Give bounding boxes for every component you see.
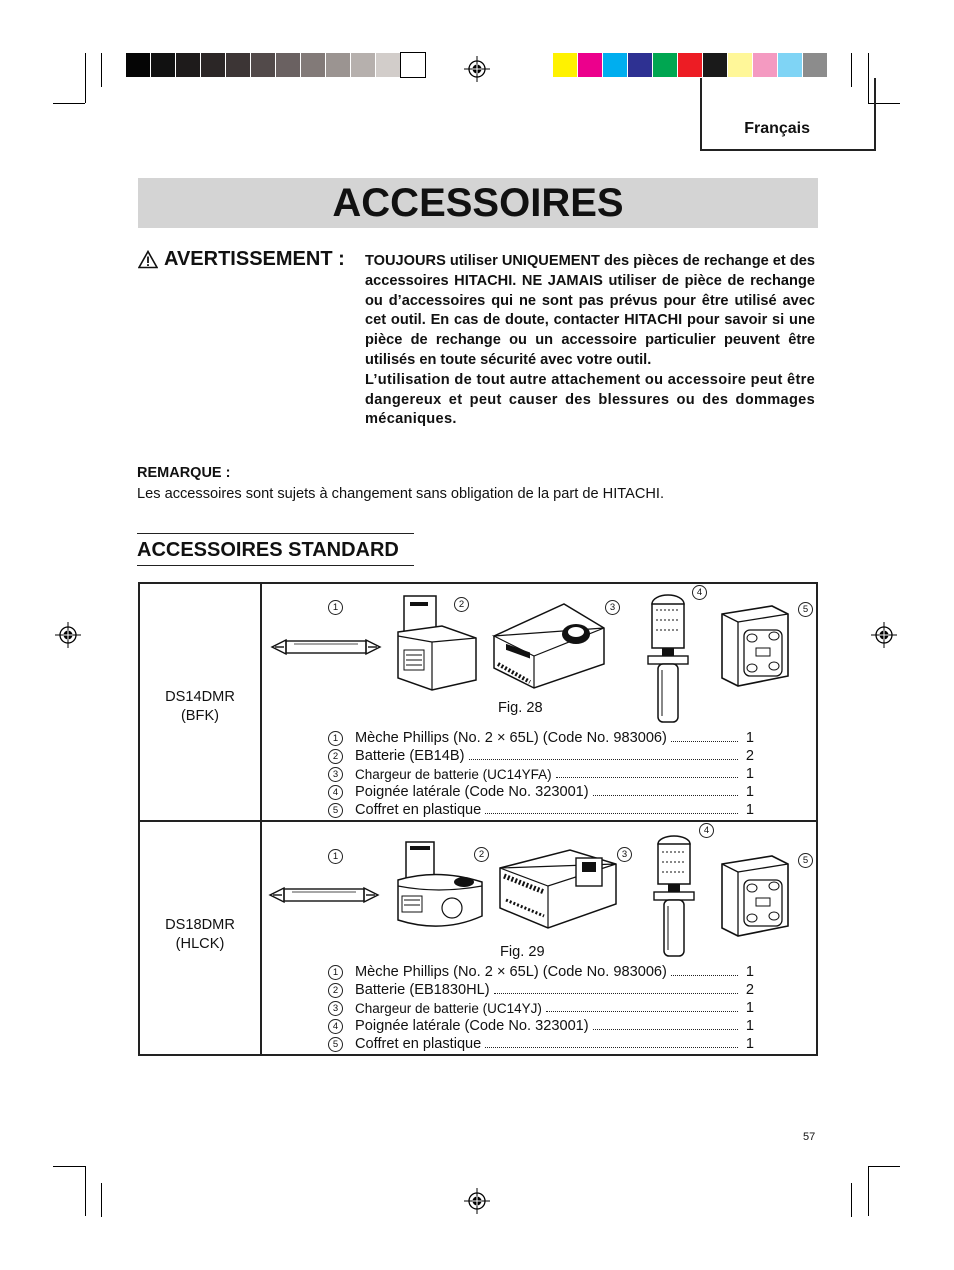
- page-title: ACCESSOIRES: [332, 181, 624, 225]
- registration-mark-icon: [55, 622, 81, 648]
- color-swatch: [276, 53, 300, 77]
- list-item: [328, 963, 754, 981]
- accessories-cell: [261, 583, 817, 821]
- item-number: 4: [328, 785, 343, 800]
- color-swatch: [653, 53, 677, 77]
- list-item: [328, 729, 754, 747]
- color-swatch: [778, 53, 802, 77]
- leader-dots: [469, 759, 738, 760]
- callout-number: 3: [605, 600, 620, 615]
- color-swatch: [603, 53, 627, 77]
- color-swatch: [201, 53, 225, 77]
- callout-number: 4: [699, 823, 714, 838]
- title-bar: [138, 178, 818, 228]
- list-item: [328, 801, 754, 819]
- language-tab: [700, 78, 876, 151]
- leader-dots: [546, 1011, 738, 1012]
- table-row: [139, 821, 817, 1055]
- color-swatch: [628, 53, 652, 77]
- color-swatch: [678, 53, 702, 77]
- battery-charger-icon: [496, 846, 620, 932]
- registration-mark-icon: [464, 56, 490, 82]
- color-swatch: [728, 53, 752, 77]
- warning-body: [365, 252, 815, 430]
- item-number: 1: [328, 965, 343, 980]
- accessory-list: [328, 729, 754, 819]
- model-cell: [139, 583, 261, 821]
- leader-dots: [556, 777, 738, 778]
- language-label: Français: [744, 120, 810, 137]
- list-item: [328, 1035, 754, 1053]
- figure-label: Fig. 29: [500, 944, 545, 960]
- list-item: [328, 783, 754, 801]
- figure-label: Fig. 28: [498, 700, 543, 716]
- item-quantity: 2: [745, 748, 754, 764]
- callout-number: 2: [474, 847, 489, 862]
- color-swatch: [753, 53, 777, 77]
- leader-dots: [671, 975, 738, 976]
- item-number: 1: [328, 731, 343, 746]
- item-number: 2: [328, 983, 343, 998]
- section-title: ACCESSOIRES STANDARD: [137, 533, 414, 566]
- model-variant: (HLCK): [175, 936, 225, 952]
- leader-dots: [485, 1047, 738, 1048]
- color-swatch: [703, 53, 727, 77]
- color-swatch: [401, 53, 425, 77]
- item-quantity: 1: [745, 1000, 754, 1016]
- warning-paragraph: L’utilisation de tout autre attachement ou accessoire peut être dangereux et peut causer des blessures ou des dommages mécaniques.: [365, 371, 815, 428]
- accessories-cell: [261, 821, 817, 1055]
- leader-dots: [485, 813, 738, 814]
- color-swatch: [578, 53, 602, 77]
- callout-number: 1: [328, 849, 343, 864]
- item-number: 4: [328, 1019, 343, 1034]
- note-label: REMARQUE :: [137, 465, 231, 481]
- item-number: 5: [328, 1037, 343, 1052]
- plastic-case-icon: [716, 854, 794, 938]
- color-swatch: [226, 53, 250, 77]
- leader-dots: [494, 993, 738, 994]
- model-name: DS18DMR: [165, 917, 235, 933]
- table-row: [139, 583, 817, 821]
- item-quantity: 2: [745, 982, 754, 998]
- list-item: [328, 1017, 754, 1035]
- registration-mark-icon: [871, 622, 897, 648]
- model-cell: [139, 821, 261, 1055]
- list-item: [328, 747, 754, 765]
- color-swatch: [351, 53, 375, 77]
- warning-label: AVERTISSEMENT :: [164, 248, 345, 270]
- page-number: 57: [803, 1131, 816, 1143]
- item-quantity: 1: [745, 964, 754, 980]
- item-label: Batterie (EB1830HL): [355, 982, 490, 998]
- leader-dots: [593, 795, 738, 796]
- battery-charger-icon: [490, 598, 608, 690]
- item-label: Coffret en plastique: [355, 802, 482, 818]
- model-name: DS14DMR: [165, 689, 235, 705]
- registration-mark-icon: [464, 1188, 490, 1214]
- callout-number: 5: [798, 853, 813, 868]
- leader-dots: [671, 741, 738, 742]
- side-handle-icon: [642, 590, 698, 728]
- callout-number: 2: [454, 597, 469, 612]
- list-item: [328, 765, 754, 783]
- color-swatch: [151, 53, 175, 77]
- item-label: Chargeur de batterie (UC14YFA): [355, 766, 552, 782]
- color-swatch: [326, 53, 350, 77]
- item-quantity: 1: [745, 1036, 754, 1052]
- color-swatch: [126, 53, 150, 77]
- callout-number: 5: [798, 602, 813, 617]
- leader-dots: [593, 1029, 738, 1030]
- item-label: Mèche Phillips (No. 2 × 65L) (Code No. 983006): [355, 730, 667, 746]
- color-swatch: [803, 53, 827, 77]
- warning-heading: [138, 248, 345, 271]
- color-swatch: [176, 53, 200, 77]
- phillips-bit-icon: [270, 636, 382, 658]
- item-number: 3: [328, 1001, 343, 1016]
- item-quantity: 1: [745, 802, 754, 818]
- item-number: 2: [328, 749, 343, 764]
- color-swatch: [251, 53, 275, 77]
- item-number: 3: [328, 767, 343, 782]
- callout-number: 1: [328, 600, 343, 615]
- model-variant: (BFK): [180, 708, 220, 724]
- item-label: Chargeur de batterie (UC14YJ): [355, 1000, 542, 1016]
- accessories-table: [138, 582, 818, 1056]
- color-swatch: [376, 53, 400, 77]
- warning-triangle-icon: [138, 250, 158, 269]
- phillips-bit-icon: [268, 884, 380, 906]
- color-swatch: [553, 53, 577, 77]
- item-quantity: 1: [745, 784, 754, 800]
- item-label: Batterie (EB14B): [355, 748, 465, 764]
- item-quantity: 1: [745, 730, 754, 746]
- plastic-case-icon: [716, 604, 794, 688]
- item-number: 5: [328, 803, 343, 818]
- list-item: [328, 981, 754, 999]
- item-label: Coffret en plastique: [355, 1036, 482, 1052]
- item-quantity: 1: [745, 766, 754, 782]
- callout-number: 4: [692, 585, 707, 600]
- accessory-list: [328, 963, 754, 1053]
- warning-paragraph: TOUJOURS utiliser UNIQUEMENT des pièces de rechange et des accessoires HITACHI. NE JAMAIS utiliser de pièce de rechange ou d’accessoires qui ne sont pas prévus pour être utilisé avec cet outil. En cas de doute, contacter HITACHI pour savoir si une pièce de rechange ou un accessoire particulier peuvent être utilisés en toute sécurité avec votre outil.: [365, 253, 815, 368]
- item-label: Mèche Phillips (No. 2 × 65L) (Code No. 983006): [355, 964, 667, 980]
- note-text: Les accessoires sont sujets à changement sans obligation de la part de HITACHI.: [137, 486, 665, 502]
- side-handle-icon: [648, 832, 704, 960]
- list-item: [328, 999, 754, 1017]
- callout-number: 3: [617, 847, 632, 862]
- item-label: Poignée latérale (Code No. 323001): [355, 1018, 589, 1034]
- color-swatch: [301, 53, 325, 77]
- item-label: Poignée latérale (Code No. 323001): [355, 784, 589, 800]
- item-quantity: 1: [745, 1018, 754, 1034]
